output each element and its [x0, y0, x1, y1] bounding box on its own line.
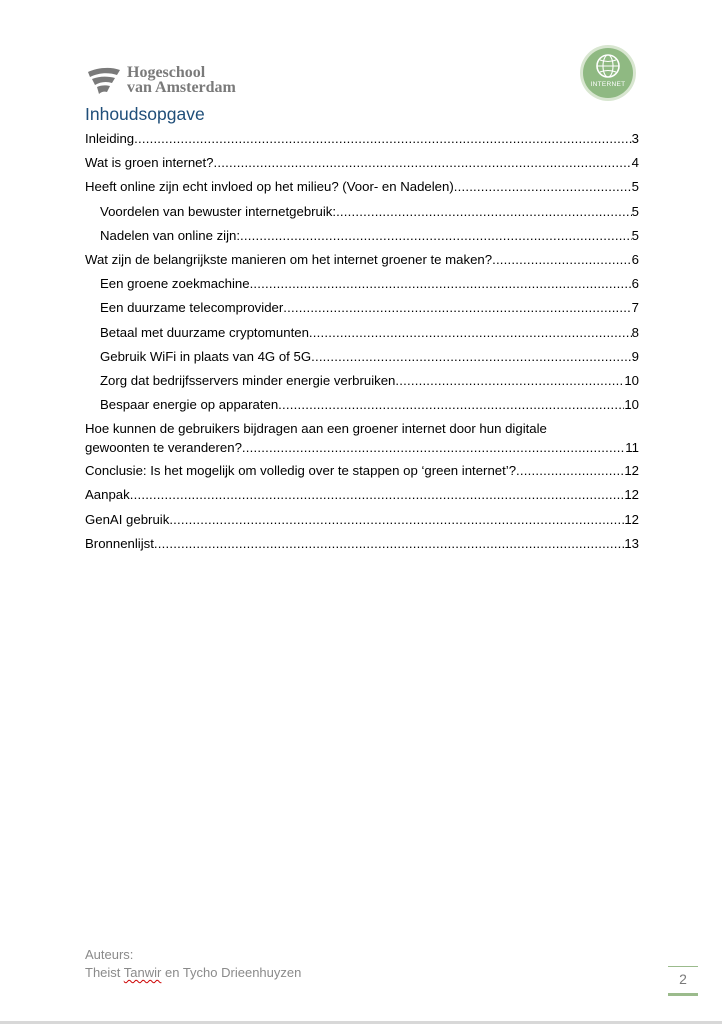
toc-entry-page: 5 — [631, 179, 639, 195]
globe-badge-icon — [579, 44, 637, 102]
toc-entry-page: 6 — [631, 251, 639, 267]
toc-entry-title: Zorg dat bedrijfsservers minder energie verbruiken — [100, 372, 396, 388]
table-of-contents — [85, 129, 639, 558]
toc-leader — [134, 129, 632, 149]
toc-entry-page: 11 — [625, 440, 639, 456]
toc-leader — [130, 485, 625, 505]
toc-entry-page: 13 — [624, 535, 639, 551]
logo-line-2: van Amsterdam — [127, 78, 236, 96]
toc-subentry[interactable] — [85, 395, 639, 419]
toc-leader — [395, 371, 624, 391]
authors-rest: en Tycho Drieenhuyzen — [165, 965, 302, 980]
toc-subentry[interactable] — [85, 347, 639, 371]
toc-entry-title: Aanpak — [85, 487, 130, 503]
toc-entry[interactable] — [85, 250, 639, 274]
toc-entry-page: 10 — [624, 397, 639, 413]
toc-entry-page: 7 — [631, 300, 639, 316]
toc-entry[interactable] — [85, 510, 639, 534]
toc-entry-title: Conclusie: Is het mogelijk om volledig over te stappen op ‘green internet’? — [85, 463, 517, 479]
toc-entry-title: Betaal met duurzame cryptomunten — [100, 324, 309, 340]
toc-entry-page: 5 — [631, 203, 639, 219]
toc-entry-title: Nadelen van online zijn: — [100, 227, 241, 243]
toc-subentry[interactable] — [85, 298, 639, 322]
toc-subentry[interactable] — [85, 274, 639, 298]
toc-leader — [454, 177, 632, 197]
toc-entry-title: Een duurzame telecomprovider — [100, 300, 284, 316]
toc-leader — [283, 298, 631, 318]
page-number-top-rule — [668, 966, 698, 967]
toc-leader — [516, 461, 624, 481]
toc-entry-title: Gebruik WiFi in plaats van 4G of 5G — [100, 348, 312, 364]
toc-entry-title-line-1: Hoe kunnen de gebruikers bijdragen aan een groener internet door hun digitale — [85, 421, 547, 437]
toc-leader — [242, 439, 625, 457]
toc-entry[interactable] — [85, 177, 639, 201]
toc-entry[interactable] — [85, 485, 639, 509]
logo-wordmark — [127, 66, 236, 95]
toc-entry-page: 12 — [624, 463, 639, 479]
toc-leader — [214, 153, 632, 173]
hva-logo-icon — [86, 66, 122, 98]
hva-logo — [86, 64, 256, 100]
page-number-bottom-rule — [668, 993, 698, 996]
authors-block — [85, 946, 301, 982]
toc-subentry[interactable] — [85, 202, 639, 226]
toc-entry-title: Bronnenlijst — [85, 535, 154, 551]
author-last-name: Tanwir — [123, 965, 162, 980]
toc-subentry[interactable] — [85, 226, 639, 250]
toc-entry-page: 4 — [631, 155, 639, 171]
toc-entry-title: Voordelen van bewuster internetgebruik: — [100, 203, 337, 219]
toc-entry[interactable] — [85, 534, 639, 558]
toc-entry-page: 8 — [631, 324, 639, 340]
toc-entry-title: Een groene zoekmachine — [100, 276, 250, 292]
authors-label: Auteurs: — [85, 947, 134, 962]
toc-leader — [311, 347, 632, 367]
toc-leader — [250, 274, 632, 294]
toc-entry-page: 9 — [631, 348, 639, 364]
toc-entry-page: 10 — [624, 372, 639, 388]
toc-entry-title: GenAI gebruik — [85, 511, 170, 527]
toc-leader — [492, 250, 632, 270]
author-first-name: Theist — [85, 965, 121, 980]
toc-leader — [169, 510, 624, 530]
logo-line-1: Hogeschool — [127, 64, 206, 81]
toc-subentry[interactable] — [85, 323, 639, 347]
toc-entry-title-line-2: gewoonten te veranderen? — [85, 440, 242, 456]
toc-entry-title: Heeft online zijn echt invloed op het milieu? (Voor- en Nadelen) — [85, 179, 454, 195]
toc-title: Inhoudsopgave — [85, 104, 205, 124]
toc-subentry[interactable] — [85, 371, 639, 395]
toc-leader — [240, 226, 632, 246]
toc-entry-page: 6 — [631, 276, 639, 292]
toc-leader — [309, 323, 632, 343]
toc-entry-page: 3 — [631, 131, 639, 146]
toc-leader — [154, 534, 624, 554]
toc-leader — [336, 202, 632, 222]
toc-leader — [278, 395, 624, 415]
toc-entry-page: 12 — [624, 511, 639, 527]
page-number-box — [668, 966, 698, 996]
badge-label: INTERNET — [590, 81, 626, 88]
authors-names — [85, 964, 301, 982]
toc-entry-title: Inleiding — [85, 131, 135, 146]
page-number: 2 — [679, 971, 687, 987]
toc-entry-title: Wat zijn de belangrijkste manieren om het internet groener te maken? — [85, 251, 493, 267]
toc-entry-title: Bespaar energie op apparaten — [100, 397, 279, 413]
toc-entry-page: 12 — [624, 487, 639, 503]
toc-entry[interactable] — [85, 419, 639, 461]
toc-entry[interactable] — [85, 461, 639, 485]
toc-entry-title: Wat is groen internet? — [85, 155, 214, 171]
toc-entry[interactable] — [85, 129, 639, 153]
toc-entry[interactable] — [85, 153, 639, 177]
toc-entry-page: 5 — [631, 227, 639, 243]
green-internet-badge — [579, 44, 637, 102]
